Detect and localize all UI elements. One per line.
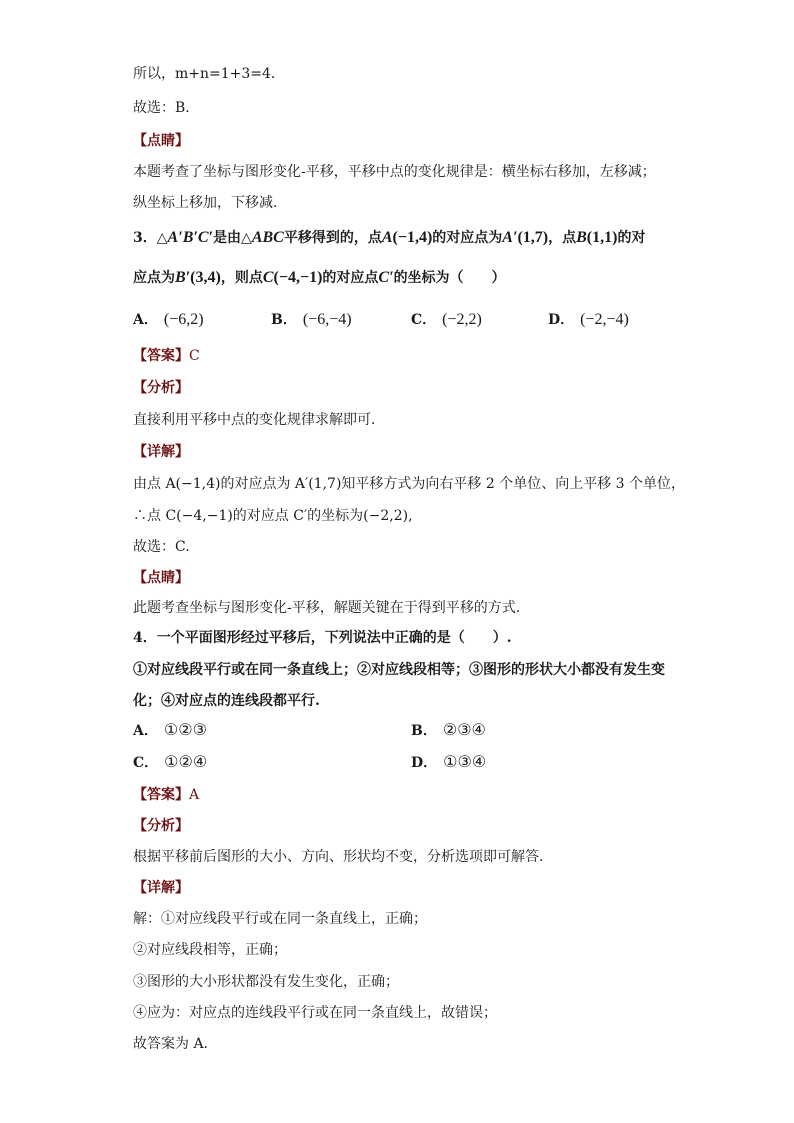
question-4-statements-line2: 化；④对应点的连线段都平行. bbox=[133, 693, 320, 709]
section-tag-xiangjie: 【详解】 bbox=[133, 444, 189, 460]
text-line: ③图形的大小形状都没有发生变化，正确； bbox=[133, 974, 399, 990]
option-a[interactable]: A． (−6,2) bbox=[133, 311, 204, 328]
option-d[interactable]: D． ①③④ bbox=[411, 754, 487, 771]
option-a[interactable]: A． ①②③ bbox=[133, 722, 207, 739]
answer-line: 【答案】A bbox=[133, 787, 200, 803]
answer-line: 【答案】C bbox=[133, 348, 200, 364]
text-line: 纵坐标上移加，下移减． bbox=[133, 195, 287, 211]
section-tag-dianjing: 【点睛】 bbox=[133, 133, 189, 149]
text-line: 由点 A(−1,4)的对应点为 A′(1,7)知平移方式为向右平移 2 个单位、向上平移 3 个单位， bbox=[133, 476, 686, 492]
text-line: ∴点 C(−4,−1)的对应点 C′的坐标为(−2,2), bbox=[133, 508, 413, 524]
question-4-stem: 4．一个平面图形经过平移后，下列说法中正确的是（ ）. bbox=[133, 630, 512, 646]
question-3-stem-line1: 3．△A′B′C′是由△ABC平移得到的，点A(−1,4)的对应点为A′(1,7)，点B(1,1)的对 bbox=[133, 229, 646, 246]
text-line: 故答案为 A. bbox=[133, 1036, 209, 1052]
text-line: 本题考查了坐标与图形变化-平移，平移中点的变化规律是：横坐标右移加，左移减； bbox=[133, 164, 656, 180]
option-d[interactable]: D． (−2,−4) bbox=[548, 311, 629, 328]
text-line: ④应为：对应点的连线段平行或在同一条直线上，故错误； bbox=[133, 1005, 497, 1021]
section-tag-fenxi: 【分析】 bbox=[133, 380, 189, 396]
section-tag-xiangjie: 【详解】 bbox=[133, 880, 189, 896]
question-3-stem-line2: 应点为B′(3,4)，则点C(−4,−1)的对应点C′的坐标为（ ） bbox=[133, 269, 506, 286]
option-c[interactable]: C． ①②④ bbox=[133, 754, 208, 771]
section-tag-dianjing: 【点睛】 bbox=[133, 570, 189, 586]
text-line: 直接利用平移中点的变化规律求解即可． bbox=[133, 412, 385, 428]
text-line: 故选：B． bbox=[133, 100, 200, 116]
question-4-statements-line1: ①对应线段平行或在同一条直线上；②对应线段相等；③图形的形状大小都没有发生变 bbox=[133, 662, 665, 678]
option-b[interactable]: B． (−6,−4) bbox=[271, 311, 352, 328]
text-line: 解：①对应线段平行或在同一条直线上，正确； bbox=[133, 911, 427, 927]
text-line: ②对应线段相等，正确； bbox=[133, 942, 287, 958]
option-c[interactable]: C． (−2,2) bbox=[411, 311, 482, 328]
section-tag-fenxi: 【分析】 bbox=[133, 818, 189, 834]
option-b[interactable]: B． ②③④ bbox=[411, 722, 486, 739]
text-line: 所以，m+n=1+3=4． bbox=[133, 66, 285, 82]
question-number: 3． bbox=[133, 230, 157, 246]
text-line: 根据平移前后图形的大小、方向、形状均不变，分析选项即可解答. bbox=[133, 849, 544, 865]
text-line: 此题考查坐标与图形变化-平移，解题关键在于得到平移的方式. bbox=[133, 600, 521, 616]
text-line: 故选：C. bbox=[133, 539, 190, 555]
question-number: 4． bbox=[133, 630, 157, 646]
